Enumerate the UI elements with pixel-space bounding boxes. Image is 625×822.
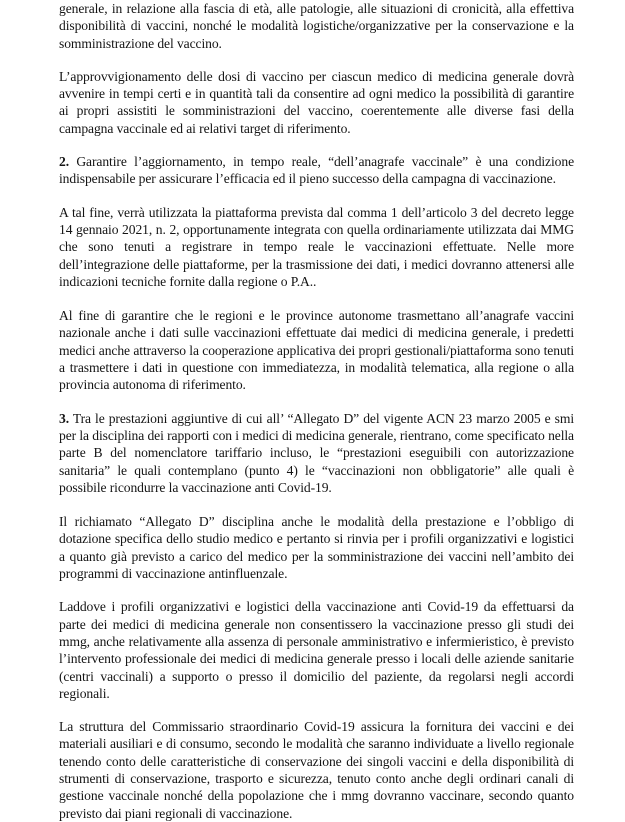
paragraph-text: L’approvvigionamento delle dosi di vaccino per ciascun medico di medicina generale dovrà avvenire in tempi certi e in quantità tali da consentire ad ogni medico la possibilità di garantire ai propri assistiti le somministrazioni del vaccino, coerentemente alle diverse fasi della campagna vaccinale ed ai relativi target di riferimento. xyxy=(59,68,574,136)
paragraph-commissioner-supply xyxy=(59,718,574,822)
paragraph-text: generale, in relazione alla fascia di età, alle patologie, alle situazioni di cronicità, alla effettiva disponibilità di vaccini, nonché le modalità logistiche/organizzative per la conservazione e la somministrazione del vaccino. xyxy=(59,1,574,51)
paragraph-text: Il richiamato “Allegato D” disciplina anche le modalità della prestazione e l’obbligo di dotazione specifica dello studio medico e pertanto si rinvia per i profili organizzativi e logistici a quanto già previsto a carico del medico per la somministrazione dei vaccini nell’ambito dei programmi di vaccinazione antinfluenzale. xyxy=(59,514,574,582)
paragraph-text: Garantire l’aggiornamento, in tempo reale, “dell’anagrafe vaccinale” è una condizione indispensabile per assicurare l’efficacia ed il pieno successo della campagna di vaccinazione. xyxy=(59,154,574,187)
paragraph-text: A tal fine, verrà utilizzata la piattaforma prevista dal comma 1 dell’articolo 3 del decreto legge 14 gennaio 2021, n. 2, opportunamente integrata con quella ordinariamente utilizzata dai MMG che sono tenuti a registrare in tempo reale le vaccinazioni effettuate. Nelle more dell’integrazione delle piattaforme, per la trasmissione dei dati, i medici dovranno attenersi alle indicazioni tecniche fornite dalla regione o P.A.. xyxy=(59,204,574,289)
paragraph-point-2 xyxy=(59,153,574,188)
paragraph-vaccination-centers xyxy=(59,598,574,702)
paragraph-allocation-criteria xyxy=(59,0,574,52)
paragraph-vaccine-supply xyxy=(59,68,574,137)
paragraph-text: Laddove i profili organizzativi e logistici della vaccinazione anti Covid-19 da effettuarsi da parte dei medici di medicina generale non consentissero la vaccinazione presso gli studi dei mmg, anche relativamente alla assenza di personale amministrativo e infermieristico, è previsto l’intervento professionale dei medici di medicina generale presso i locali delle aziende sanitarie (centri vaccinali) a supporto o presso il domicilio del paziente, da regolarsi negli accordi regionali. xyxy=(59,599,574,701)
document-page xyxy=(59,0,574,822)
paragraph-text: La struttura del Commissario straordinario Covid-19 assicura la fornitura dei vaccini e dei materiali ausiliari e di consumo, secondo le modalità che saranno individuate a livello regionale tenendo conto delle caratteristiche di conservazione dei singoli vaccini e della disponibilità di strumenti di conservazione, trasporto e sicurezza, tenuto conto anche degli ordinari canali di gestione vaccinale nonché della popolazione che i mmg dovranno vaccinare, secondo quanto previsto dai piani regionali di vaccinazione. xyxy=(59,719,574,821)
paragraph-allegato-d xyxy=(59,513,574,582)
paragraph-text: Tra le prestazioni aggiuntive di cui all’ “Allegato D” del vigente ACN 23 marzo 2005 e smi per la disciplina dei rapporti con i medici di medicina generale, rientrano, come specificato nella parte B del nomenclatore tariffario incluso, le “prestazioni eseguibili con autorizzazione sanitaria” le quali contemplano (punto 4) le “vaccinazioni non obbligatorie” alle quali è possibile ricondurre la vaccinazione anti Covid-19. xyxy=(59,410,574,495)
paragraph-point-3 xyxy=(59,410,574,496)
paragraph-data-transmission xyxy=(59,307,574,393)
paragraph-text: Al fine di garantire che le regioni e le province autonome trasmettano all’anagrafe vaccini nazionale anche i dati sulle vaccinazioni effettuate dai medici di medicina generale, i predetti medici anche attraverso la cooperazione applicativa dei propri gestionali/piattaforma sono tenuti a trasmettere i dati in questione con immediatezza, in modalità telematica, alla regione o alla provincia autonoma di riferimento. xyxy=(59,308,574,393)
paragraph-platform xyxy=(59,204,574,290)
paragraph-number: 2. xyxy=(59,154,69,170)
paragraph-number: 3. xyxy=(59,410,69,426)
